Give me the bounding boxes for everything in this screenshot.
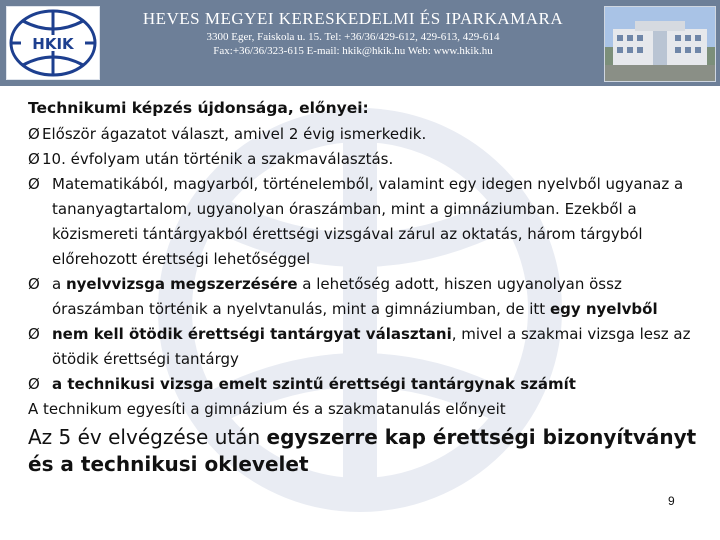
arrow-bullet-icon: Ø xyxy=(28,175,40,193)
header-bar xyxy=(0,0,720,86)
bullet-text-plain: a xyxy=(52,275,66,293)
chamber-logo xyxy=(6,6,100,80)
bullet-text: 10. évfolyam után történik a szakmaválasztás. xyxy=(42,150,394,168)
arrow-bullet-icon: Ø xyxy=(28,325,40,343)
bullet-text-plain: , mivel a szakmai vizsga lesz az ötödik érettségi tantárgy xyxy=(52,325,691,368)
contact-line: Fax:+36/36/323-615 E-mail: hkik@hkik.hu Web: www.hkik.hu xyxy=(213,45,493,57)
bullet-text-bold: nyelvvizsga megszerzésére xyxy=(65,275,298,293)
bullet-text xyxy=(52,372,698,397)
address-line: 3300 Eger, Faiskola u. 15. Tel: +36/36/429-612, 429-613, 429-614 xyxy=(206,31,500,43)
bullet-item xyxy=(28,122,698,147)
bullet-text-bold: nem kell ötödik érettségi tantárgyat választani xyxy=(52,325,452,343)
conclusion-bold: egyszerre kap érettségi bizonyítványt és a technikusi oklevelet xyxy=(28,425,697,476)
bullet-item xyxy=(28,322,698,372)
arrow-bullet-icon: Ø xyxy=(28,125,40,143)
bullet-text xyxy=(52,272,698,322)
conclusion-text xyxy=(28,424,698,478)
building-photo xyxy=(604,6,716,82)
bullet-text-bold: egy nyelvből xyxy=(549,300,658,318)
bullet-text-bold: a technikusi vizsga emelt szintű érettségi tantárgynak számít xyxy=(52,375,576,393)
bullet-item xyxy=(28,272,698,322)
organization-title: HEVES MEGYEI KERESKEDELMI ÉS IPARKAMARA xyxy=(142,9,564,28)
slide-heading: Technikumi képzés újdonsága, előnyei: xyxy=(28,99,369,117)
bullet-item xyxy=(28,172,698,272)
arrow-bullet-icon: Ø xyxy=(28,275,40,293)
bullet-text xyxy=(52,322,698,372)
bullet-text: Matematikából, magyarból, történelemből, valamint egy idegen nyelvből ugyanaz a tananyagtartalom, ugyanolyan óraszámban, mint a gimnáziumban. Ezekből a közismereti tántárgyakból érettségi vizsgával zárul az oktatás, három tárgyból előrehozott érettségi lehetőséggel xyxy=(52,175,684,268)
summary-text: A technikum egyesíti a gimnázium és a szakmatanulás előnyeit xyxy=(28,400,506,418)
conclusion-plain: Az 5 év elvégzése után xyxy=(28,425,267,449)
bullet-item xyxy=(28,372,698,397)
arrow-bullet-icon: Ø xyxy=(28,375,40,393)
page-number: 9 xyxy=(668,494,675,508)
bullet-text: Először ágazatot választ, amivel 2 évig ismerkedik. xyxy=(42,125,427,143)
arrow-bullet-icon: Ø xyxy=(28,150,40,168)
header-text-block xyxy=(108,8,598,58)
bullet-item xyxy=(28,147,698,172)
bullet-text-plain: a lehetőség adott, hiszen ugyanolyan össz óraszámban történik a nyelvtanulás, mint a gimnáziumban, de itt xyxy=(52,275,622,318)
slide-content xyxy=(28,96,698,478)
svg-text:HKIK: HKIK xyxy=(32,35,74,53)
